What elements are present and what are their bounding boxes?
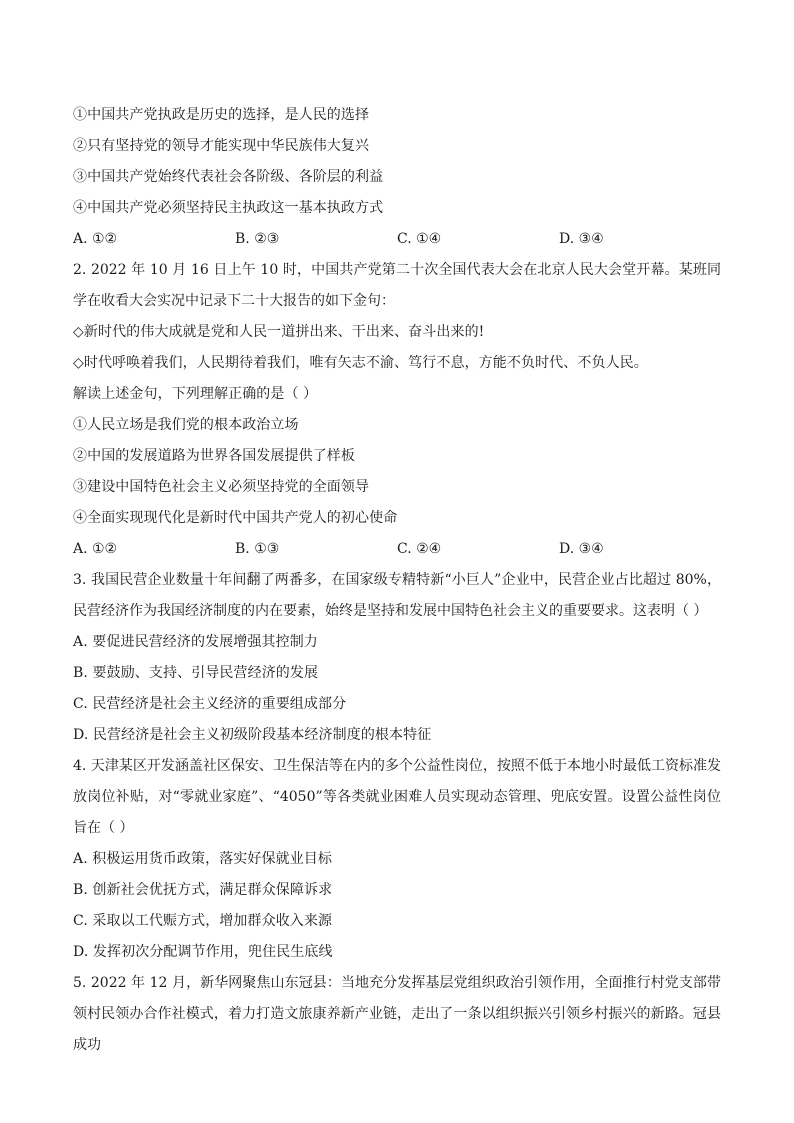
q1-option-c[interactable]: C. ①④: [397, 231, 442, 247]
q2-quote-1: ◇新时代的伟大成就是党和人民一道拼出来、干出来、奋斗出来的!: [73, 324, 485, 340]
q4-option-a[interactable]: A. 积极运用货币政策，落实好保就业目标: [73, 851, 333, 867]
q4-option-b[interactable]: B. 创新社会优抚方式，满足群众保障诉求: [73, 882, 333, 898]
q3-stem: 3. 我国民营企业数量十年间翻了两番多，在国家级专精特新“小巨人”企业中，民营企业占比超过 80%，民营经济作为我国经济制度的内在要素，始终是坚持和发展中国特色社会主义的重要要求。这表明（ ）: [73, 572, 721, 619]
q4-option-d[interactable]: D. 发挥初次分配调节作用，兜住民生底线: [73, 944, 333, 960]
q3-option-d[interactable]: D. 民营经济是社会主义初级阶段基本经济制度的根本特征: [73, 727, 432, 743]
q2-stem: 2. 2022 年 10 月 16 日上午 10 时，中国共产党第二十次全国代表大会在北京人民大会堂开幕。某班同学在收看大会实况中记录下二十大报告的如下金句：: [73, 262, 721, 309]
q3-option-a[interactable]: A. 要促进民营经济的发展增强其控制力: [73, 634, 318, 650]
q4-option-c[interactable]: C. 采取以工代赈方式，增加群众收入来源: [73, 913, 333, 929]
q5-stem: 5. 2022 年 12 月，新华网聚焦山东冠县：当地充分发挥基层党组织政治引领作用，全面推行村党支部带领村民领办合作社模式，着力打造文旅康养新产业链，走出了一条以组织振兴引领乡村振兴的新路。冠县成功: [73, 975, 721, 1053]
q2-quote-2: ◇时代呼唤着我们，人民期待着我们，唯有矢志不渝、笃行不息，方能不负时代、不负人民。: [73, 355, 648, 371]
exam-page: [73, 100, 721, 1061]
q2-statement-1: ①人民立场是我们党的根本政治立场: [73, 417, 299, 433]
q1-statement-1: ①中国共产党执政是历史的选择，是人民的选择: [73, 107, 370, 123]
q1-statement-3: ③中国共产党始终代表社会各阶级、各阶层的利益: [73, 169, 384, 185]
q1-option-b[interactable]: B. ②③: [235, 231, 280, 247]
q2-prompt: 解读上述金句，下列理解正确的是（ ）: [73, 386, 318, 402]
q3-option-c[interactable]: C. 民营经济是社会主义经济的重要组成部分: [73, 696, 347, 712]
q2-option-b[interactable]: B. ①③: [235, 541, 280, 557]
q1-statement-2: ②只有坚持党的领导才能实现中华民族伟大复兴: [73, 138, 370, 154]
q2-option-d[interactable]: D. ③④: [559, 541, 604, 557]
q1-option-a[interactable]: A. ①②: [73, 231, 118, 247]
q1-option-d[interactable]: D. ③④: [559, 231, 604, 247]
q2-statement-3: ③建设中国特色社会主义必须坚持党的全面领导: [73, 479, 370, 495]
q3-option-b[interactable]: B. 要鼓励、支持、引导民营经济的发展: [73, 665, 319, 681]
q1-statement-4: ④中国共产党必须坚持民主执政这一基本执政方式: [73, 200, 384, 216]
q2-options: [73, 534, 721, 565]
q4-stem: 4. 天津某区开发涵盖社区保安、卫生保洁等在内的多个公益性岗位，按照不低于本地小时最低工资标准发放岗位补贴，对“零就业家庭”、“4050”等各类就业困难人员实现动态管理、兜底安置。设置公益性岗位旨在（ ）: [73, 758, 721, 836]
q2-statement-4: ④全面实现现代化是新时代中国共产党人的初心使命: [73, 510, 398, 526]
q1-options: [73, 224, 721, 255]
q2-option-a[interactable]: A. ①②: [73, 541, 118, 557]
q2-statement-2: ②中国的发展道路为世界各国发展提供了样板: [73, 448, 355, 464]
q2-option-c[interactable]: C. ②④: [397, 541, 442, 557]
